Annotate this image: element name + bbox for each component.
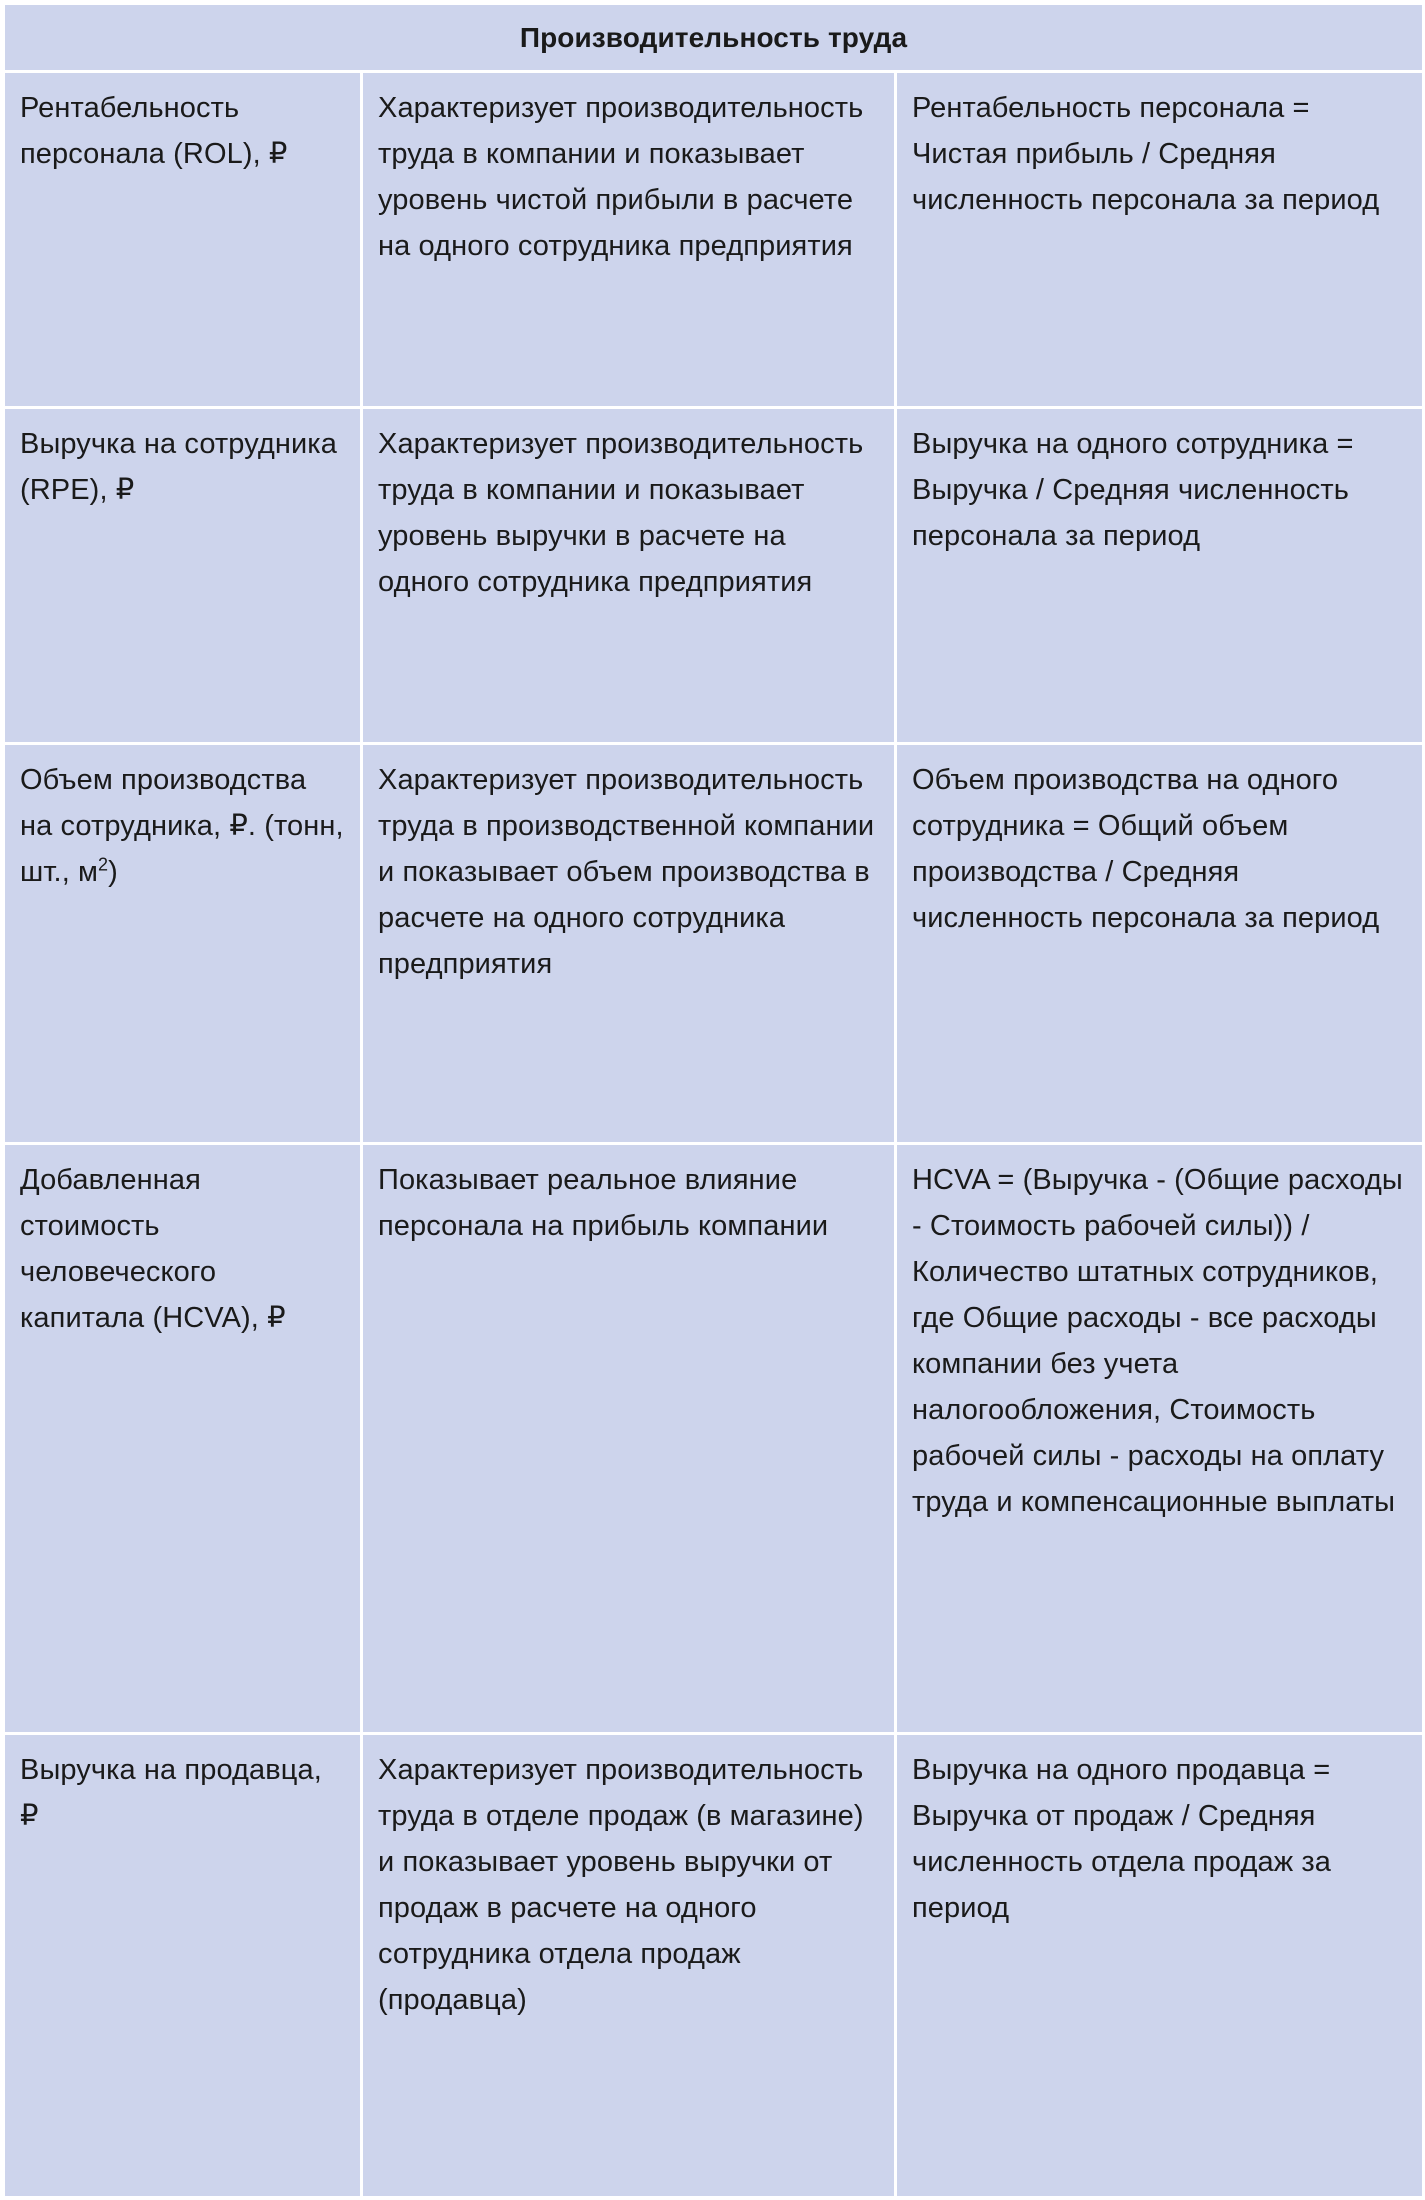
metric-cell: Рентабельность персонала (ROL), ₽ (4, 72, 362, 408)
metric-cell: Выручка на сотрудника (RPE), ₽ (4, 408, 362, 744)
formula-cell: Выручка на одного сотрудника = Выручка / Средняя численность персонала за период (896, 408, 1424, 744)
productivity-table (2, 2, 1425, 2199)
description-cell: Характеризует производительность труда в производственной компании и показывает объем производства в расчете на одного сотрудника предприятия (362, 744, 896, 1144)
metric-cell: Добавленная стоимость человеческого капитала (HCVA), ₽ (4, 1144, 362, 1734)
metric-superscript: 2 (98, 854, 109, 875)
description-cell: Характеризует производительность труда в компании и показывает уровень выручки в расчете на одного сотрудника предприятия (362, 408, 896, 744)
table-row (4, 1734, 1424, 2198)
table-row (4, 72, 1424, 408)
formula-cell: Объем производства на одного сотрудника = Общий объем производства / Средняя численность персонала за период (896, 744, 1424, 1144)
formula-cell: HCVA = (Выручка - (Общие расходы - Стоимость рабочей силы)) / Количество штатных сотрудников, где Общие расходы - все расходы компании без учета налогообложения, Стоимость рабочей силы - расходы на оплату труда и компенсационные выплаты (896, 1144, 1424, 1734)
table-row (4, 408, 1424, 744)
table-title-row (4, 4, 1424, 72)
description-cell: Характеризует производительность труда в компании и показывает уровень чистой прибыли в расчете на одного сотрудника предприятия (362, 72, 896, 408)
productivity-table-container (2, 2, 1422, 2196)
metric-text: Объем производства на сотрудника, ₽. (тонн, шт., м (20, 764, 344, 888)
metric-cell (4, 744, 362, 1144)
metric-cell: Выручка на продавца, ₽ (4, 1734, 362, 2198)
description-cell: Показывает реальное влияние персонала на прибыль компании (362, 1144, 896, 1734)
formula-cell: Рентабельность персонала = Чистая прибыль / Средняя численность персонала за период (896, 72, 1424, 408)
metric-text-tail: ) (108, 856, 118, 888)
table-title: Производительность труда (4, 4, 1424, 72)
table-row (4, 1144, 1424, 1734)
table-row (4, 744, 1424, 1144)
description-cell: Характеризует производительность труда в отделе продаж (в магазине) и показывает уровень выручки от продаж в расчете на одного сотрудника отдела продаж (продавца) (362, 1734, 896, 2198)
formula-cell: Выручка на одного продавца = Выручка от продаж / Средняя численность отдела продаж за период (896, 1734, 1424, 2198)
